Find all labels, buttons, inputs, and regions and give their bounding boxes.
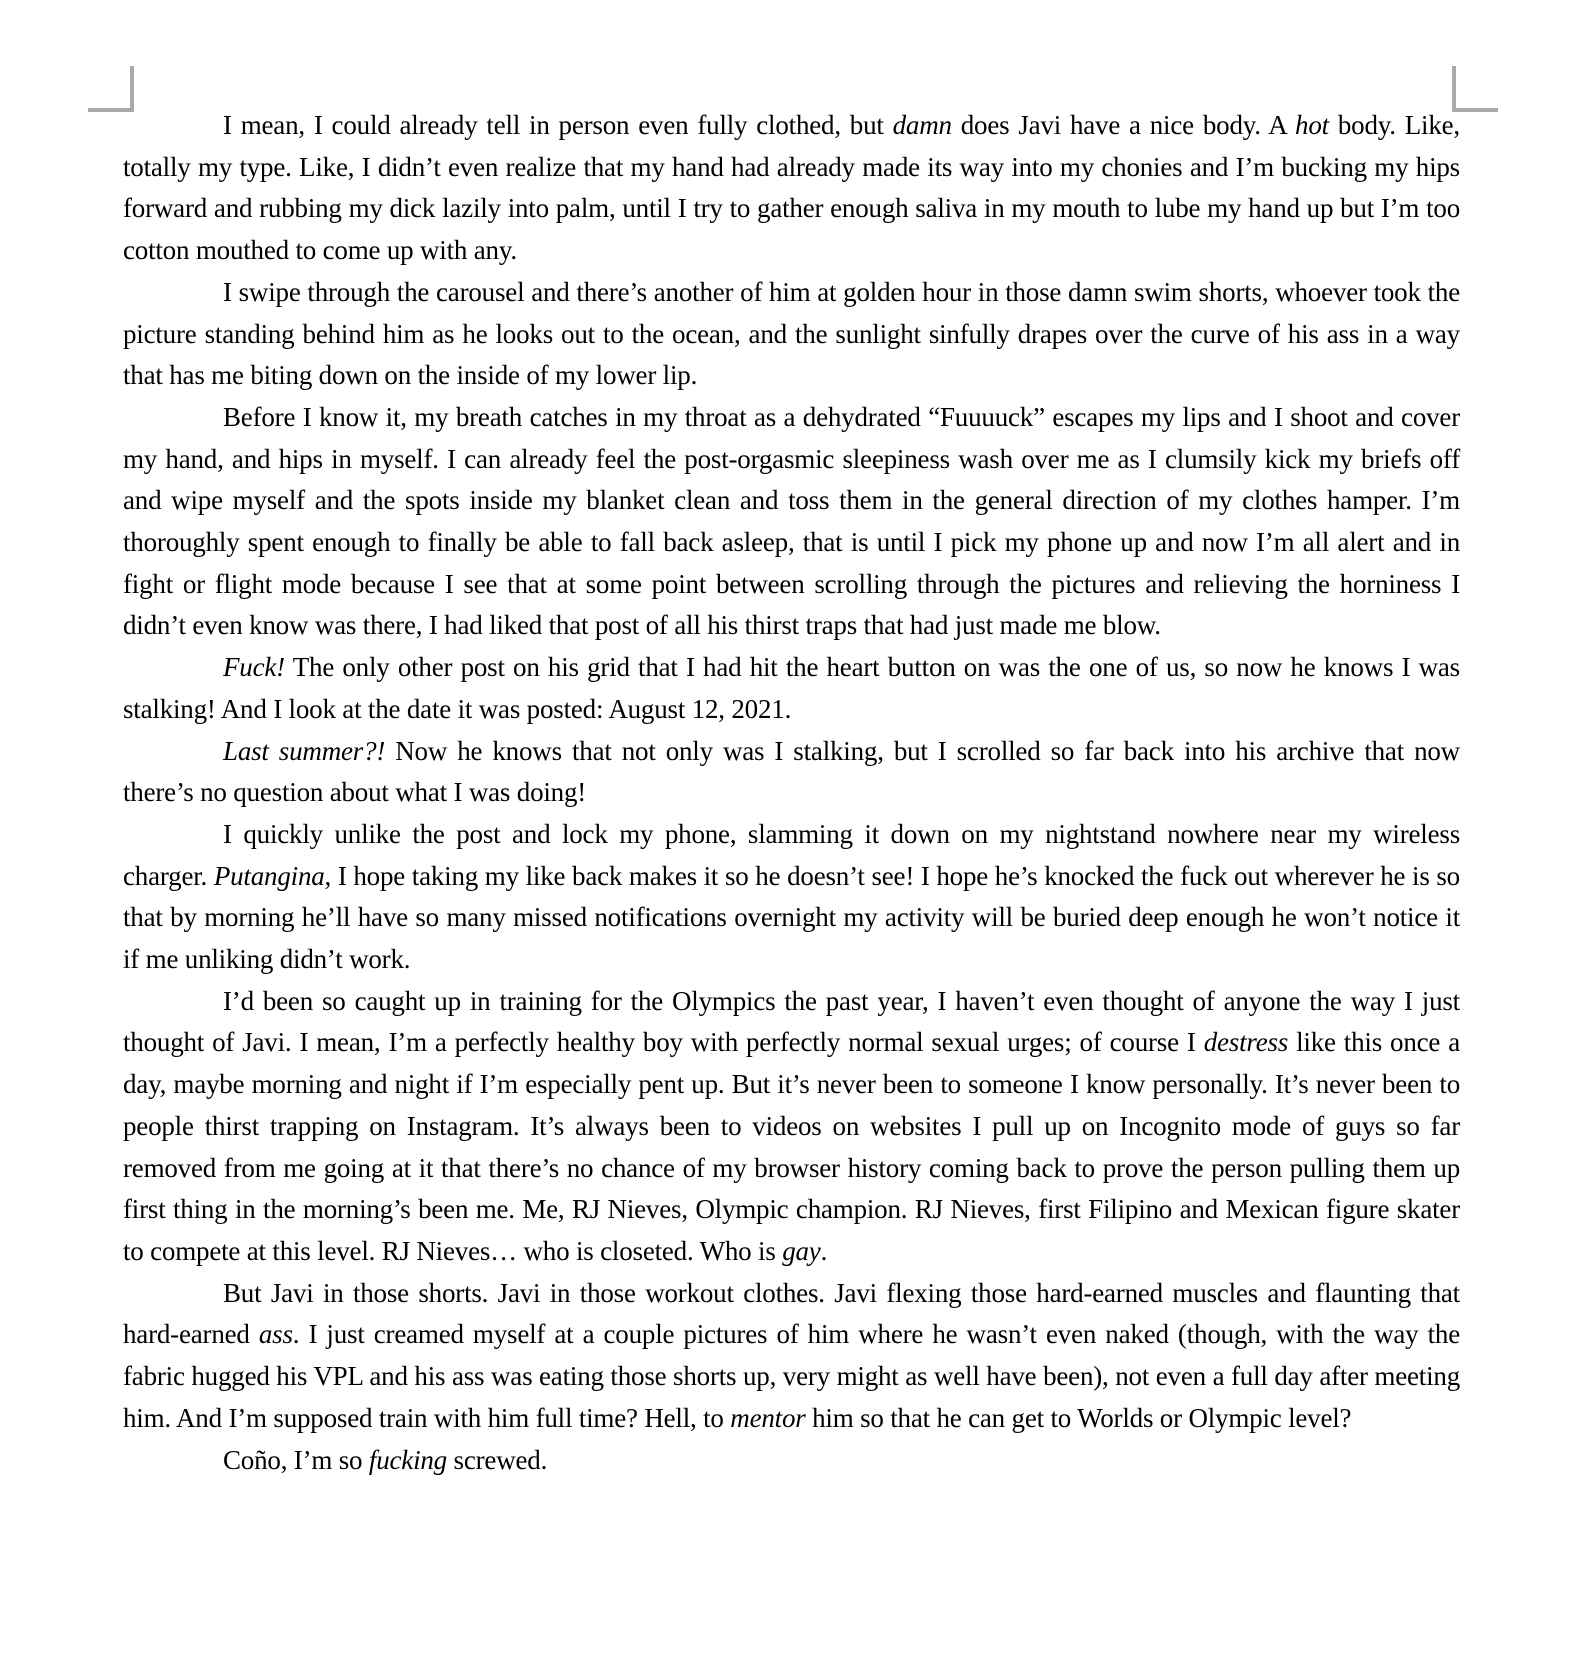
text-run: , I hope taking my like back makes it so he doesn’t see! I hope he’s knocked the fuck out wherever he is so that by morning he’ll have so many missed notifications overnight my activity will be buried deep enough he won’t notice it if me unliking didn’t work. xyxy=(123,860,1460,975)
text-run: like this once a day, maybe morning and night if I’m especially pent up. But it’s never been to someone I know personally. It’s never been to people thirst trapping on Instagram. It’s always been to videos on websites I pull up on Incognito mode of guys so far removed from me going at it that there’s no chance of my browser history coming back to prove the person pulling them up first thing in the morning’s been me. Me, RJ Nieves, Olympic champion. RJ Nieves, first Filipino and Mexican figure skater to compete at this level. RJ Nieves… who is closeted. Who is xyxy=(123,1027,1460,1266)
italic-text-run: damn xyxy=(892,110,952,140)
paragraph xyxy=(123,981,1460,1273)
text-run: . I just creamed myself at a couple pictures of him where he wasn’t even naked (though, with the way the fabric hugged his VPL and his ass was eating those shorts up, very might as well have been), not even a full day after meeting him. And I’m supposed train with him full time? Hell, to xyxy=(123,1319,1460,1433)
paragraph xyxy=(123,397,1460,647)
italic-text-run: destress xyxy=(1203,1027,1289,1058)
text-run: But Javi in those shorts. Javi in those workout clothes. Javi flexing those hard-earned muscles and flaunting that hard-earned xyxy=(123,1277,1460,1350)
italic-text-run: ass xyxy=(258,1319,293,1350)
paragraph xyxy=(123,105,1460,272)
italic-text-run: mentor xyxy=(730,1402,806,1433)
paragraph xyxy=(123,1273,1460,1440)
text-run: does Javi have a nice body. A xyxy=(951,110,1296,140)
italic-text-run: gay xyxy=(782,1235,821,1266)
manuscript-text-block xyxy=(123,105,1460,1481)
text-run: I swipe through the carousel and there’s another of him at golden hour in those damn swim shorts, whoever took the picture standing behind him as he looks out to the ocean, and the sunlight sinfully drapes over the curve of his ass in a way that has me biting down on the inside of my lower lip. xyxy=(123,276,1460,391)
text-run: body. Like, totally my type. Like, I didn’t even realize that my hand had already made its way into my chonies and I’m bucking my hips forward and rubbing my dick lazily into palm, until I try to gather enough saliva in my mouth to lube my hand up but I’m too cotton mouthed to come up with any. xyxy=(123,110,1460,266)
paragraph xyxy=(123,272,1460,397)
italic-text-run: Putangina xyxy=(213,860,325,891)
italic-text-run: Last summer?! xyxy=(223,735,386,766)
paragraph xyxy=(123,814,1460,981)
text-run: him so that he can get to Worlds or Olympic level? xyxy=(805,1402,1352,1433)
text-run: . xyxy=(820,1235,828,1266)
text-run: I quickly unlike the post and lock my phone, slamming it down on my nightstand nowhere near my wireless charger. xyxy=(123,818,1460,891)
text-run: screwed. xyxy=(446,1444,548,1475)
text-run: Coño, I’m so xyxy=(223,1444,369,1475)
text-run: I’d been so caught up in training for the Olympics the past year, I haven’t even thought of anyone the way I just thought of Javi. I mean, I’m a perfectly healthy boy with perfectly normal sexual urges; of course I xyxy=(123,985,1460,1058)
paragraph xyxy=(123,731,1460,814)
italic-text-run: Fuck! xyxy=(223,652,285,683)
paragraph xyxy=(123,647,1460,730)
italic-text-run: hot xyxy=(1295,110,1329,140)
text-run: The only other post on his grid that I had hit the heart button on was the one of us, so now he knows I was stalking! And I look at the date it was posted: August 12, 2021. xyxy=(123,652,1460,724)
text-run: Before I know it, my breath catches in my throat as a dehydrated “Fuuuuck” escapes my lips and I shoot and cover my hand, and hips in myself. I can already feel the post-orgasmic sleepiness wash over me as I clumsily kick my briefs off and wipe myself and the spots inside my blanket clean and toss them in the general direction of my clothes hamper. I’m thoroughly spent enough to finally be able to fall back asleep, that is until I pick my phone up and now I’m all alert and in fight or flight mode because I see that at some point between scrolling through the pictures and relieving the horniness I didn’t even know was there, I had liked that post of all his thirst traps that had just made me blow. xyxy=(123,401,1460,641)
paragraph xyxy=(123,1440,1460,1482)
text-run: I mean, I could already tell in person even fully clothed, but xyxy=(223,110,893,140)
text-run: Now he knows that not only was I stalking, but I scrolled so far back into his archive that now there’s no question about what I was doing! xyxy=(123,735,1460,808)
italic-text-run: fucking xyxy=(368,1444,447,1475)
